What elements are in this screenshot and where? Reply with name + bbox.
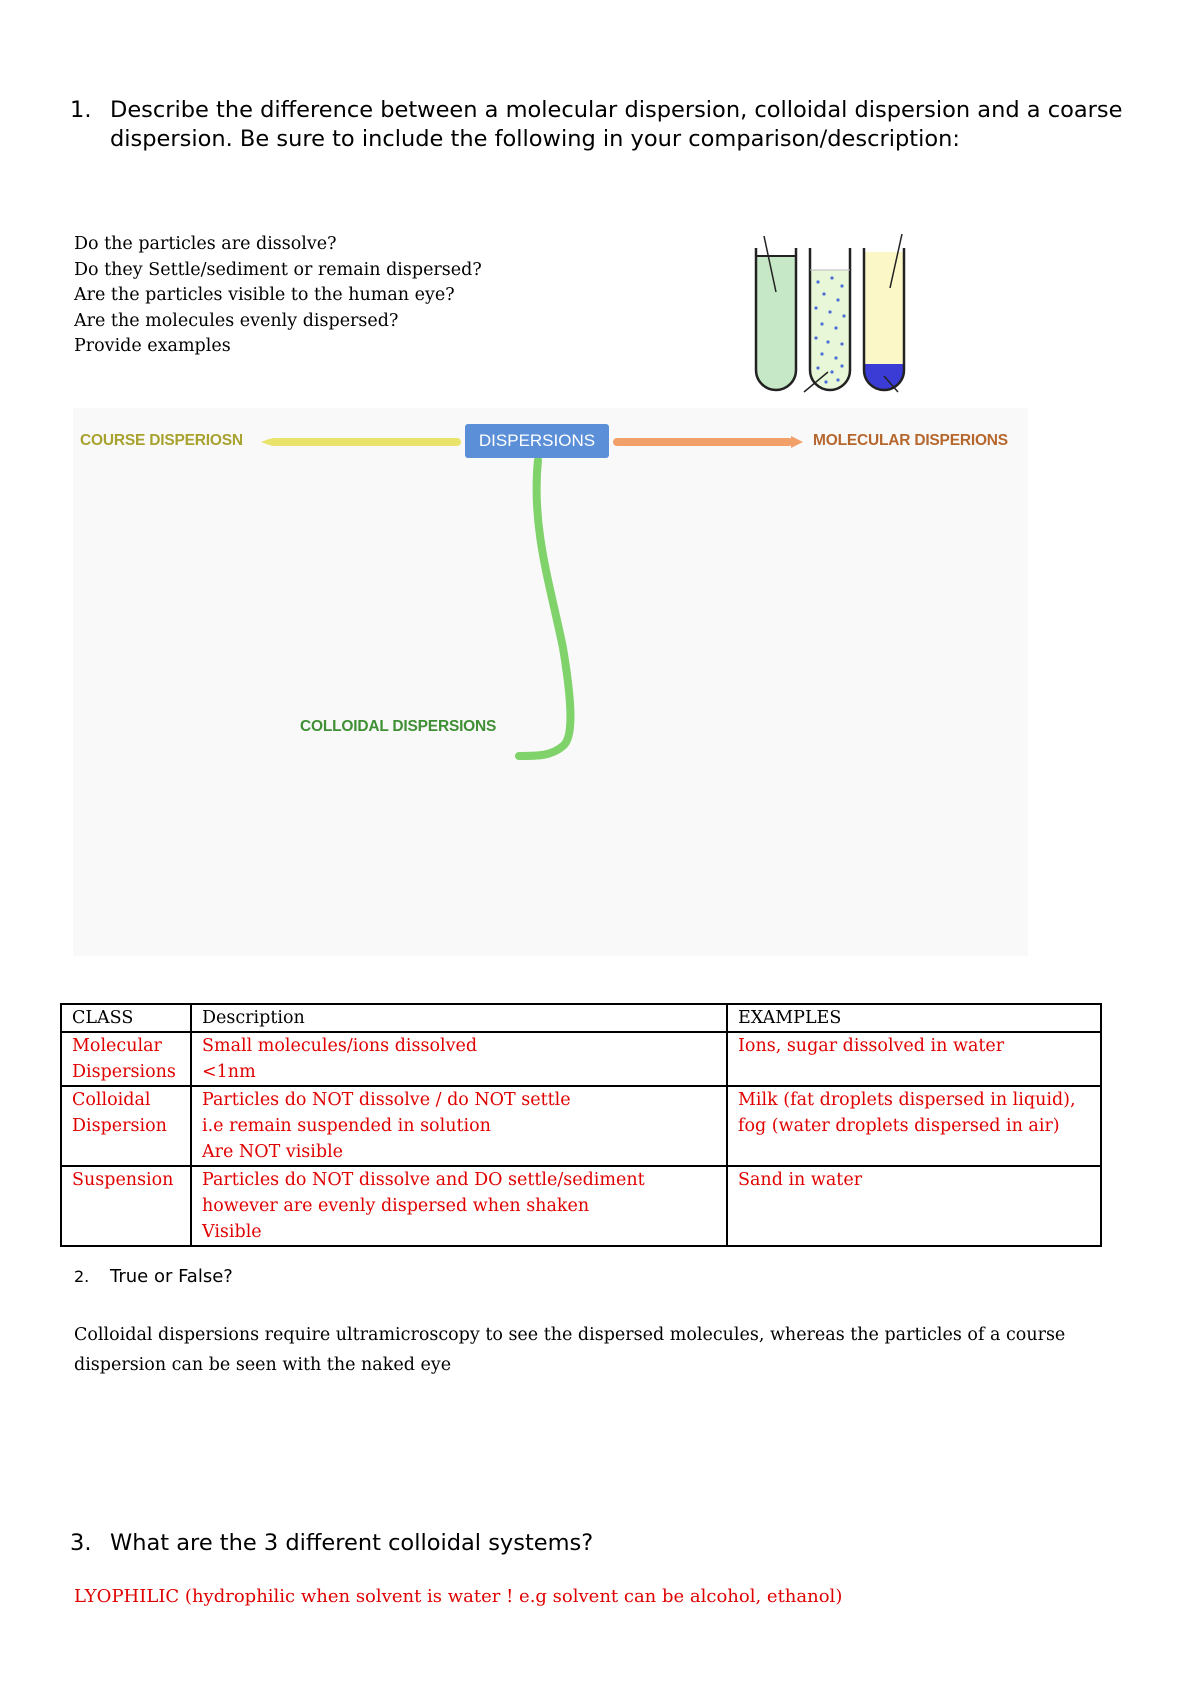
question-1 [70, 96, 1130, 154]
question-2-title: True or False? [110, 1266, 233, 1287]
table-cell-class [61, 1086, 191, 1166]
question-1-text: Describe the difference between a molecular dispersion, colloidal dispersion and a coarse dispersion. Be sure to include the following in your comparison/description: [110, 97, 1123, 152]
cell-line: Small molecules/ions dissolved [202, 1036, 478, 1056]
cell-line: Colloidal [72, 1090, 151, 1110]
cell-line: Sand in water [738, 1170, 863, 1190]
table-header-description: Description [191, 1004, 727, 1032]
table-row [61, 1086, 1101, 1166]
cell-line: fog (water droplets dispersed in air) [738, 1116, 1060, 1136]
question-2-number: 2. [74, 1267, 90, 1286]
question-1-number: 1. [70, 97, 92, 123]
cell-line: Particles do NOT dissolve / do NOT settle [202, 1090, 571, 1110]
mindmap-right-label: MOLECULAR DISPERIONS [813, 432, 1008, 449]
cell-line: Particles do NOT dissolve and DO settle/sediment [202, 1170, 645, 1190]
cell-line: however are evenly dispersed when shaken [202, 1196, 590, 1216]
mindmap-bottom-label: COLLOIDAL DISPERSIONS [300, 718, 497, 735]
cell-line: Dispersions [72, 1062, 176, 1082]
table-cell-description [191, 1086, 727, 1166]
table-row [61, 1166, 1101, 1246]
cell-line: <1nm [202, 1062, 256, 1082]
test-tubes-illustration [752, 230, 922, 403]
cell-line: Suspension [72, 1170, 174, 1190]
test-tube-solution [756, 236, 796, 390]
table-header-class: CLASS [61, 1004, 191, 1032]
cell-line: Ions, sugar dissolved in water [738, 1036, 1005, 1056]
prompt-item: Do they Settle/sediment or remain dispersed? [74, 259, 482, 280]
cell-line: Are NOT visible [202, 1142, 344, 1162]
table-cell-examples [727, 1166, 1101, 1246]
prompt-item: Provide examples [74, 336, 231, 356]
question-2 [74, 1266, 233, 1287]
question-3-text: What are the 3 different colloidal systems? [110, 1530, 594, 1556]
question-2-text: Colloidal dispersions require ultramicroscopy to see the dispersed molecules, whereas the particles of a course dispersion can be seen with the naked eye [74, 1325, 1066, 1375]
table-cell-class [61, 1032, 191, 1086]
table-cell-description [191, 1166, 727, 1246]
prompt-item: Do the particles are dissolve? [74, 234, 337, 254]
cell-line: Dispersion [72, 1116, 167, 1136]
table-cell-description [191, 1032, 727, 1086]
table-cell-examples [727, 1086, 1101, 1166]
mindmap-center-node: DISPERSIONS [465, 424, 609, 458]
mindmap-left-label: COURSE DISPERIOSN [80, 432, 243, 449]
dispersions-mind-map [73, 408, 1028, 956]
table-header-examples: EXAMPLES [727, 1004, 1101, 1032]
test-tube-colloid [804, 248, 850, 392]
cell-line: Visible [202, 1222, 262, 1242]
prompt-item: Are the particles visible to the human eye? [74, 285, 455, 305]
question-3 [70, 1530, 593, 1556]
test-tube-suspension [864, 234, 904, 392]
cell-line: Molecular [72, 1036, 162, 1056]
table-cell-examples [727, 1032, 1101, 1086]
cell-line: Milk (fat droplets dispersed in liquid), [738, 1090, 1076, 1110]
cell-line: i.e remain suspended in solution [202, 1116, 491, 1136]
table-cell-class [61, 1166, 191, 1246]
branch-right [791, 436, 803, 448]
prompt-list [74, 232, 482, 360]
dispersion-class-table [60, 1003, 1102, 1247]
question-3-answer: LYOPHILIC (hydrophilic when solvent is water ! e.g solvent can be alcohol, ethanol) [74, 1586, 843, 1607]
question-3-number: 3. [70, 1530, 92, 1556]
table-header-row [61, 1004, 1101, 1032]
table-row [61, 1032, 1101, 1086]
prompt-item: Are the molecules evenly dispersed? [74, 310, 399, 331]
